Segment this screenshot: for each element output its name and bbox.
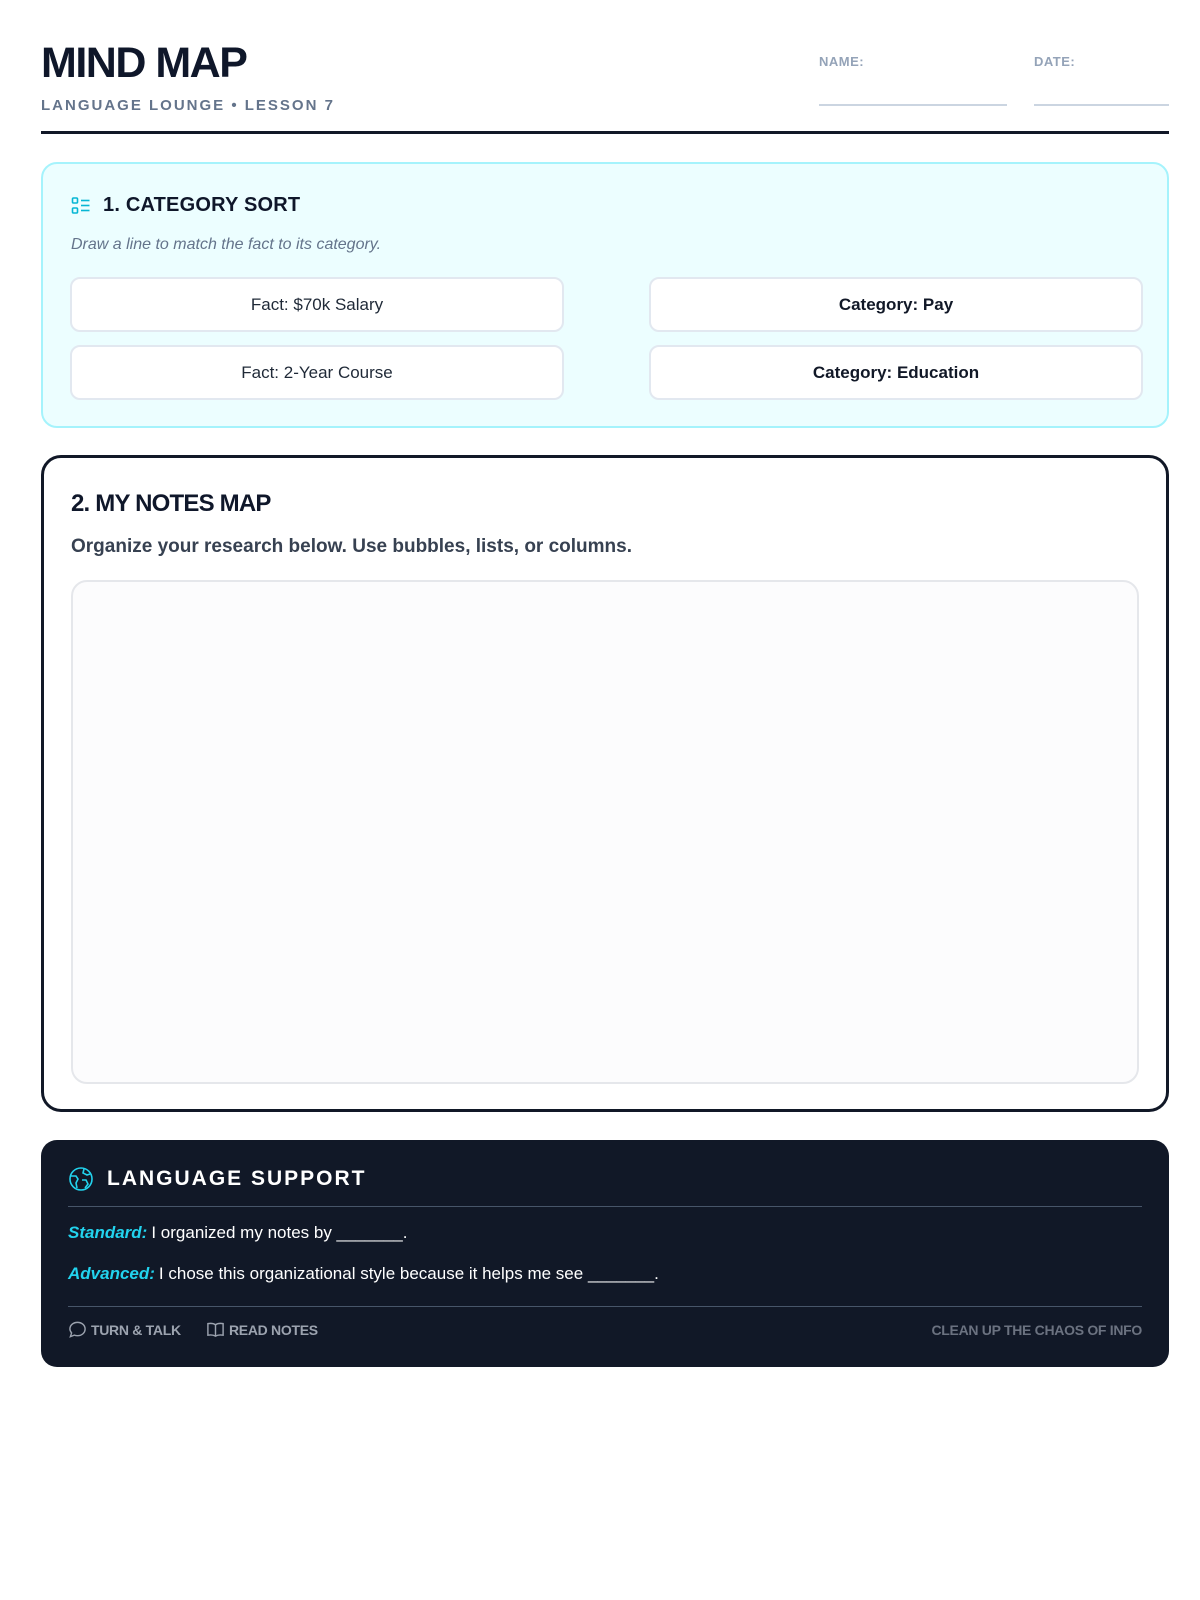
category-box-pay[interactable]: Category: Pay (649, 277, 1143, 332)
notes-map-instruction: Organize your research below. Use bubbles, lists, or columns. (71, 536, 633, 557)
list-check-icon (71, 196, 91, 216)
language-support-heading: LANGUAGE SUPPORT (107, 1167, 367, 1190)
read-notes-tag (206, 1320, 318, 1339)
category-sort-instruction: Draw a line to match the fact to its category. (71, 236, 382, 253)
read-notes-label: READ NOTES (229, 1321, 318, 1338)
notes-map-section (41, 455, 1169, 1112)
turn-and-talk-label: TURN & TALK (91, 1321, 181, 1338)
category-sort-section (41, 162, 1169, 428)
notes-map-heading: 2. MY NOTES MAP (71, 490, 271, 517)
frame-text: I chose this organizational style because it helps me see _______. (158, 1264, 659, 1283)
page-title: MIND MAP (41, 39, 247, 87)
name-label: NAME: (819, 54, 865, 69)
footer-divider (68, 1306, 1142, 1307)
name-line (819, 104, 1007, 106)
category-sort-heading: 1. CATEGORY SORT (103, 194, 301, 216)
date-label: DATE: (1034, 54, 1076, 69)
frame-text: I organized my notes by _______. (151, 1223, 408, 1242)
date-field[interactable] (1034, 54, 1075, 69)
frame-level-label: Advanced: (68, 1264, 155, 1283)
fact-box-course[interactable]: Fact: 2-Year Course (70, 345, 564, 400)
language-support-divider (68, 1206, 1142, 1207)
globe-icon (68, 1166, 94, 1192)
fact-box-salary[interactable]: Fact: $70k Salary (70, 277, 564, 332)
notes-drawing-area[interactable] (71, 580, 1139, 1084)
worksheet-page (41, 0, 1169, 1338)
open-book-icon (206, 1320, 225, 1339)
turn-and-talk-tag (68, 1320, 181, 1339)
category-box-education[interactable]: Category: Education (649, 345, 1143, 400)
date-line (1034, 104, 1169, 106)
name-field[interactable] (819, 54, 864, 69)
speech-bubble-icon (68, 1320, 87, 1339)
footer-tagline: CLEAN UP THE CHAOS OF INFO (931, 1322, 1142, 1338)
sentence-frame-advanced (68, 1264, 659, 1284)
worksheet-header (41, 0, 1169, 134)
frame-level-label: Standard: (68, 1223, 148, 1242)
language-support-header (68, 1166, 367, 1192)
category-sort-header (71, 194, 300, 217)
sentence-frame-standard (68, 1223, 407, 1243)
page-subtitle: LANGUAGE LOUNGE • LESSON 7 (41, 97, 335, 114)
language-support-section (41, 1140, 1169, 1367)
